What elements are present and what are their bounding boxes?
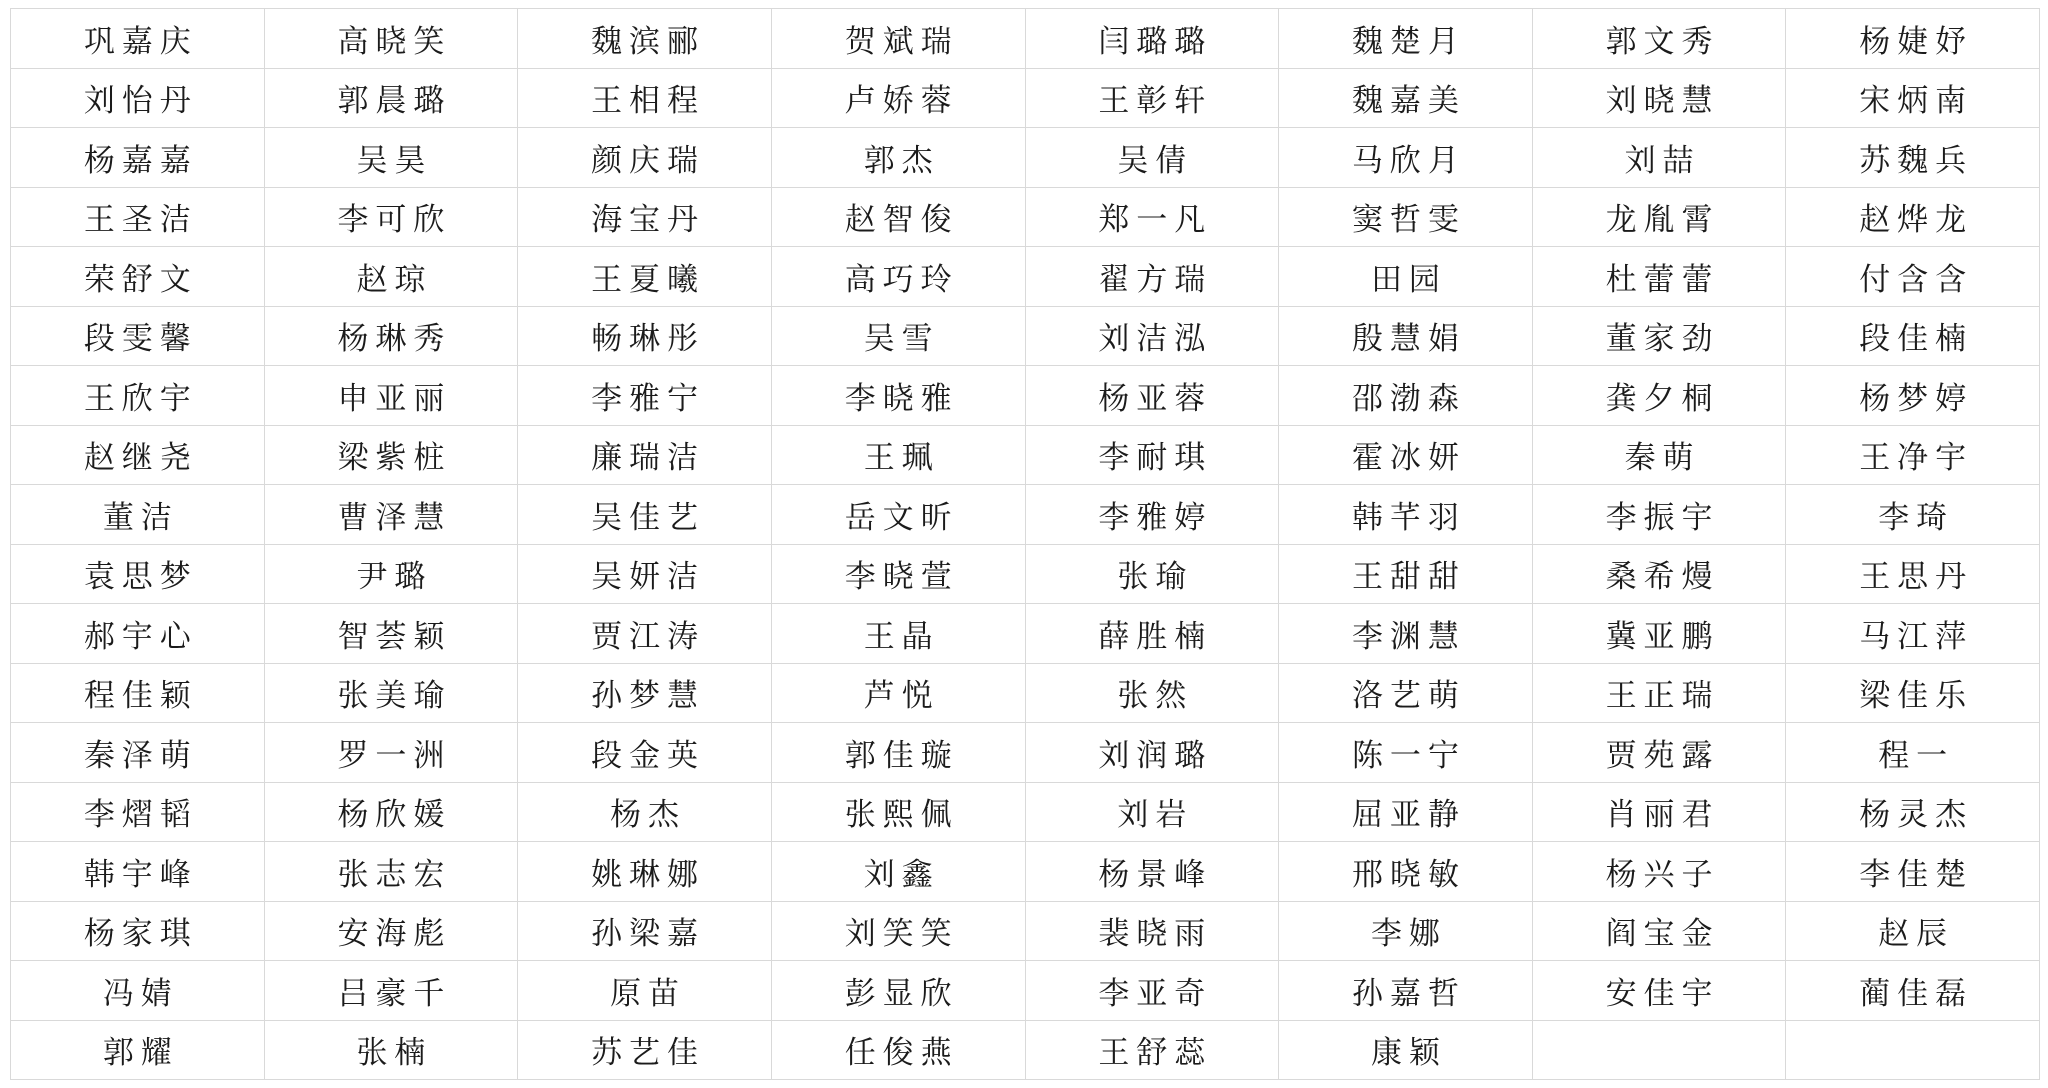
table-cell[interactable]: 秦泽萌 <box>11 723 265 783</box>
table-row <box>11 485 2040 545</box>
table-cell[interactable]: 荣舒文 <box>11 247 265 307</box>
table-cell[interactable]: 邢晓敏 <box>1279 842 1533 902</box>
table-cell[interactable]: 吴妍洁 <box>518 544 772 604</box>
table-cell[interactable]: 刘笑笑 <box>771 901 1025 961</box>
table-cell[interactable]: 王欣宇 <box>11 366 265 426</box>
table-cell[interactable]: 申亚丽 <box>264 366 518 426</box>
table-cell[interactable]: 屈亚静 <box>1279 782 1533 842</box>
table-row <box>11 961 2040 1021</box>
table-cell[interactable]: 董洁 <box>11 485 265 545</box>
table-row <box>11 663 2040 723</box>
table-cell[interactable]: 智荟颖 <box>264 604 518 664</box>
table-cell[interactable]: 张楠 <box>264 1020 518 1080</box>
table-row <box>11 247 2040 307</box>
table-cell[interactable]: 段佳楠 <box>1786 306 2040 366</box>
table-cell[interactable]: 杨兴子 <box>1532 842 1786 902</box>
table-cell[interactable]: 殷慧娟 <box>1279 306 1533 366</box>
table-cell[interactable]: 龚夕桐 <box>1532 366 1786 426</box>
table-cell[interactable]: 杨家琪 <box>11 901 265 961</box>
table-cell[interactable]: 原苗 <box>518 961 772 1021</box>
table-row <box>11 187 2040 247</box>
table-cell[interactable]: 刘润璐 <box>1025 723 1279 783</box>
table-cell[interactable]: 冀亚鹏 <box>1532 604 1786 664</box>
table-cell[interactable]: 赵烨龙 <box>1786 187 2040 247</box>
table-cell[interactable]: 安海彪 <box>264 901 518 961</box>
table-row <box>11 901 2040 961</box>
table-cell[interactable]: 秦萌 <box>1532 425 1786 485</box>
table-cell[interactable]: 颜庆瑞 <box>518 128 772 188</box>
table-cell[interactable]: 贺斌瑞 <box>771 9 1025 69</box>
table-cell[interactable]: 王正瑞 <box>1532 663 1786 723</box>
table-cell[interactable]: 刘晓慧 <box>1532 68 1786 128</box>
table-cell[interactable]: 廉瑞洁 <box>518 425 772 485</box>
table-cell[interactable]: 刘洁泓 <box>1025 306 1279 366</box>
table-cell[interactable]: 高巧玲 <box>771 247 1025 307</box>
table-cell[interactable]: 闫璐璐 <box>1025 9 1279 69</box>
table-cell[interactable]: 王圣洁 <box>11 187 265 247</box>
table-cell[interactable]: 贾苑露 <box>1532 723 1786 783</box>
table-cell[interactable]: 王舒蕊 <box>1025 1020 1279 1080</box>
table-cell[interactable]: 赵智俊 <box>771 187 1025 247</box>
table-cell[interactable]: 王相程 <box>518 68 772 128</box>
table-cell[interactable]: 刘喆 <box>1532 128 1786 188</box>
table-cell[interactable]: 付含含 <box>1786 247 2040 307</box>
table-row <box>11 425 2040 485</box>
table-cell[interactable]: 刘鑫 <box>771 842 1025 902</box>
table-cell[interactable]: 杨灵杰 <box>1786 782 2040 842</box>
table-cell[interactable]: 安佳宇 <box>1532 961 1786 1021</box>
table-cell[interactable]: 李渊慧 <box>1279 604 1533 664</box>
table-cell[interactable]: 杨婕妤 <box>1786 9 2040 69</box>
table-cell[interactable]: 赵琼 <box>264 247 518 307</box>
table-cell[interactable]: 陈一宁 <box>1279 723 1533 783</box>
table-cell[interactable]: 郭晨璐 <box>264 68 518 128</box>
table-cell[interactable]: 袁思梦 <box>11 544 265 604</box>
table-cell[interactable]: 李可欣 <box>264 187 518 247</box>
table-cell[interactable] <box>1532 1020 1786 1080</box>
table-cell[interactable]: 桑希熳 <box>1532 544 1786 604</box>
table-cell[interactable]: 宋炳南 <box>1786 68 2040 128</box>
table-cell[interactable]: 李耐琪 <box>1025 425 1279 485</box>
table-cell[interactable]: 杨嘉嘉 <box>11 128 265 188</box>
table-row <box>11 9 2040 69</box>
table-row <box>11 544 2040 604</box>
table-cell[interactable]: 张志宏 <box>264 842 518 902</box>
table-cell[interactable]: 段金英 <box>518 723 772 783</box>
table-cell[interactable]: 郭耀 <box>11 1020 265 1080</box>
table-cell[interactable]: 洛艺萌 <box>1279 663 1533 723</box>
table-cell[interactable]: 韩宇峰 <box>11 842 265 902</box>
table-cell[interactable]: 薛胜楠 <box>1025 604 1279 664</box>
table-cell[interactable]: 贾江涛 <box>518 604 772 664</box>
table-cell[interactable]: 李晓雅 <box>771 366 1025 426</box>
table-cell[interactable]: 王思丹 <box>1786 544 2040 604</box>
table-cell[interactable]: 刘岩 <box>1025 782 1279 842</box>
table-cell[interactable]: 李琦 <box>1786 485 2040 545</box>
table-cell[interactable]: 张瑜 <box>1025 544 1279 604</box>
table-cell[interactable]: 杨杰 <box>518 782 772 842</box>
table-cell[interactable]: 王甜甜 <box>1279 544 1533 604</box>
table-row <box>11 128 2040 188</box>
table-cell[interactable]: 田园 <box>1279 247 1533 307</box>
table-cell[interactable]: 杨琳秀 <box>264 306 518 366</box>
table-cell[interactable]: 吴佳艺 <box>518 485 772 545</box>
table-row <box>11 604 2040 664</box>
table-cell[interactable]: 魏嘉美 <box>1279 68 1533 128</box>
table-cell[interactable]: 赵辰 <box>1786 901 2040 961</box>
names-table <box>10 8 2040 1080</box>
table-cell[interactable]: 龙胤霄 <box>1532 187 1786 247</box>
table-cell[interactable]: 吴昊 <box>264 128 518 188</box>
table-row <box>11 1020 2040 1080</box>
table-cell[interactable]: 刘怡丹 <box>11 68 265 128</box>
table-cell[interactable]: 海宝丹 <box>518 187 772 247</box>
table-cell[interactable]: 杜蕾蕾 <box>1532 247 1786 307</box>
table-cell[interactable]: 杨景峰 <box>1025 842 1279 902</box>
table-cell[interactable]: 吴倩 <box>1025 128 1279 188</box>
table-cell[interactable]: 窦哲雯 <box>1279 187 1533 247</box>
table-cell[interactable]: 彭显欣 <box>771 961 1025 1021</box>
table-cell[interactable]: 魏滨郦 <box>518 9 772 69</box>
table-cell[interactable]: 赵继尧 <box>11 425 265 485</box>
table-cell[interactable]: 梁紫桩 <box>264 425 518 485</box>
table-cell[interactable]: 卢娇蓉 <box>771 68 1025 128</box>
table-cell[interactable]: 李振宇 <box>1532 485 1786 545</box>
table-cell[interactable]: 孙嘉哲 <box>1279 961 1533 1021</box>
table-cell[interactable]: 任俊燕 <box>771 1020 1025 1080</box>
table-cell[interactable]: 郭杰 <box>771 128 1025 188</box>
table-cell[interactable]: 韩芊羽 <box>1279 485 1533 545</box>
table-cell[interactable]: 王晶 <box>771 604 1025 664</box>
table-cell[interactable]: 邵渤森 <box>1279 366 1533 426</box>
table-cell[interactable]: 吕豪千 <box>264 961 518 1021</box>
table-cell[interactable]: 王珮 <box>771 425 1025 485</box>
table-cell[interactable]: 马欣月 <box>1279 128 1533 188</box>
table-cell[interactable]: 杨欣媛 <box>264 782 518 842</box>
table-cell[interactable]: 段雯馨 <box>11 306 265 366</box>
table-cell[interactable] <box>1786 1020 2040 1080</box>
table-cell[interactable]: 李雅婷 <box>1025 485 1279 545</box>
table-cell[interactable]: 尹璐 <box>264 544 518 604</box>
table-cell[interactable]: 畅琳彤 <box>518 306 772 366</box>
table-cell[interactable]: 郝宇心 <box>11 604 265 664</box>
table-cell[interactable]: 孙梁嘉 <box>518 901 772 961</box>
names-table-body <box>11 9 2040 1080</box>
table-cell[interactable]: 苏艺佳 <box>518 1020 772 1080</box>
table-cell[interactable]: 李娜 <box>1279 901 1533 961</box>
table-cell[interactable]: 李佳楚 <box>1786 842 2040 902</box>
table-cell[interactable]: 张美瑜 <box>264 663 518 723</box>
table-cell[interactable]: 程佳颖 <box>11 663 265 723</box>
table-cell[interactable]: 吴雪 <box>771 306 1025 366</box>
table-row <box>11 366 2040 426</box>
table-cell[interactable]: 郑一凡 <box>1025 187 1279 247</box>
table-cell[interactable]: 马江萍 <box>1786 604 2040 664</box>
table-cell[interactable]: 孙梦慧 <box>518 663 772 723</box>
table-cell[interactable]: 李晓萱 <box>771 544 1025 604</box>
table-cell[interactable]: 曹泽慧 <box>264 485 518 545</box>
table-cell[interactable]: 梁佳乐 <box>1786 663 2040 723</box>
table-cell[interactable]: 杨亚蓉 <box>1025 366 1279 426</box>
table-cell[interactable]: 姚琳娜 <box>518 842 772 902</box>
table-cell[interactable]: 魏楚月 <box>1279 9 1533 69</box>
table-cell[interactable]: 翟方瑞 <box>1025 247 1279 307</box>
table-cell[interactable]: 芦悦 <box>771 663 1025 723</box>
table-cell[interactable]: 郭佳璇 <box>771 723 1025 783</box>
table-cell[interactable]: 张然 <box>1025 663 1279 723</box>
table-cell[interactable]: 阎宝金 <box>1532 901 1786 961</box>
table-cell[interactable]: 肖丽君 <box>1532 782 1786 842</box>
table-cell[interactable]: 罗一洲 <box>264 723 518 783</box>
table-cell[interactable]: 张熙佩 <box>771 782 1025 842</box>
table-row <box>11 306 2040 366</box>
table-cell[interactable]: 王净宇 <box>1786 425 2040 485</box>
table-row <box>11 723 2040 783</box>
table-cell[interactable]: 蔺佳磊 <box>1786 961 2040 1021</box>
table-cell[interactable]: 郭文秀 <box>1532 9 1786 69</box>
table-cell[interactable]: 岳文昕 <box>771 485 1025 545</box>
table-cell[interactable]: 苏魏兵 <box>1786 128 2040 188</box>
table-cell[interactable]: 杨梦婷 <box>1786 366 2040 426</box>
table-cell[interactable]: 程一 <box>1786 723 2040 783</box>
table-cell[interactable]: 董家劲 <box>1532 306 1786 366</box>
table-row <box>11 782 2040 842</box>
table-row <box>11 842 2040 902</box>
table-cell[interactable]: 高晓笑 <box>264 9 518 69</box>
table-cell[interactable]: 李雅宁 <box>518 366 772 426</box>
table-cell[interactable]: 冯婧 <box>11 961 265 1021</box>
table-cell[interactable]: 霍冰妍 <box>1279 425 1533 485</box>
table-row <box>11 68 2040 128</box>
table-cell[interactable]: 王彰轩 <box>1025 68 1279 128</box>
table-cell[interactable]: 巩嘉庆 <box>11 9 265 69</box>
table-cell[interactable]: 李亚奇 <box>1025 961 1279 1021</box>
table-cell[interactable]: 裴晓雨 <box>1025 901 1279 961</box>
table-cell[interactable]: 李熠韬 <box>11 782 265 842</box>
table-cell[interactable]: 康颖 <box>1279 1020 1533 1080</box>
table-cell[interactable]: 王夏曦 <box>518 247 772 307</box>
